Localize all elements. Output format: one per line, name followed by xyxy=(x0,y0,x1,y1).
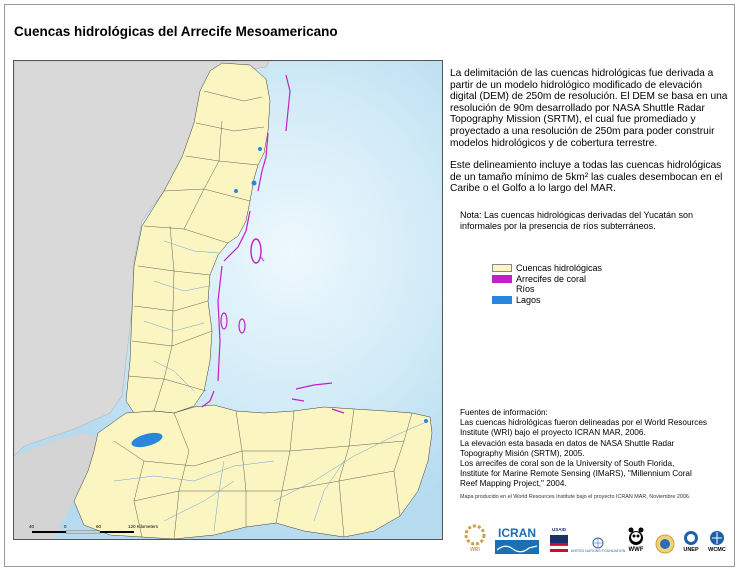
seal-logo[interactable] xyxy=(654,520,676,554)
map-title: Cuencas hidrológicas del Arrecife Mesoamericano xyxy=(14,24,338,39)
legend-item xyxy=(492,263,602,274)
wwf-logo-text: WWF xyxy=(628,547,644,553)
lake xyxy=(252,181,257,186)
scale-tick-label: 0 xyxy=(64,524,67,529)
unep-emblem-icon xyxy=(683,530,699,546)
icran-logo[interactable] xyxy=(494,520,540,554)
sources-line: La elevación esta basada en datos de NASA Shuttle Radar xyxy=(460,438,675,448)
sources-line: Institute for Marine Remote Sensing (IMaRS), "Millennium Coral xyxy=(460,469,692,479)
basins-guatemala-honduras xyxy=(74,405,432,539)
scale-tick-label: 120 Kilometers xyxy=(128,524,159,529)
panda-icon xyxy=(627,526,645,546)
legend-swatch-rivers xyxy=(492,285,512,293)
seal-icon xyxy=(655,534,675,554)
legend-label: Lagos xyxy=(516,294,541,305)
sources-line: Fuentes de información: xyxy=(460,408,548,417)
wcmc-emblem-icon xyxy=(709,530,725,546)
legend-swatch-lakes xyxy=(492,296,512,304)
sources-line: Reef Mapping Project," 2004. xyxy=(460,479,567,489)
legend-swatch-reefs xyxy=(492,275,512,283)
usaid-logo-text: USAID xyxy=(551,527,566,532)
legend-item xyxy=(492,295,602,306)
description xyxy=(450,68,730,206)
legend-label: Cuencas hidrológicas xyxy=(516,263,603,274)
icran-logo-text: ICRAN xyxy=(498,526,536,540)
legend-item xyxy=(492,274,602,285)
credit-line: Mapa producido en el World Resources Institute bajo el proyecto ICRAN MAR, Noviembre 2006. xyxy=(460,494,691,500)
scale-tick-label: 40 xyxy=(29,524,35,529)
unep-logo-text: UNEP xyxy=(683,547,699,553)
un-foundation-logo[interactable] xyxy=(570,520,626,554)
wri-emblem-icon xyxy=(464,524,486,546)
sources-line: Topography Misión (SRTM), 2005. xyxy=(460,448,585,458)
icran-wave-icon xyxy=(495,540,539,554)
logo-strip xyxy=(462,520,732,554)
wri-logo[interactable] xyxy=(462,520,488,554)
map-svg xyxy=(14,61,442,539)
lake xyxy=(234,189,238,193)
sources xyxy=(460,408,732,490)
wri-logo-text: WRI xyxy=(470,547,480,553)
usaid-logo[interactable] xyxy=(546,520,572,554)
wcmc-logo-text: WCMC xyxy=(708,547,726,553)
un-emblem-icon xyxy=(591,537,605,549)
scale-tick-label: 60 xyxy=(96,524,102,529)
map-panel[interactable] xyxy=(13,60,443,540)
sources-line: Las cuencas hidrológicas fueron delineadas por el World Resources xyxy=(460,418,707,428)
legend-label: Ríos xyxy=(516,284,535,295)
sources-line: Los arrecifes de coral son de la University of South Florida, xyxy=(460,459,675,469)
wcmc-logo[interactable] xyxy=(704,520,730,554)
un-foundation-logo-text: UNITED NATIONS FOUNDATION xyxy=(570,549,626,553)
sources-line: Institute (WRI) bajo el proyecto ICRAN MAR, 2006. xyxy=(460,428,646,438)
usaid-shield-icon xyxy=(548,534,570,554)
lake xyxy=(258,147,262,151)
description-paragraph: La delimitación de las cuencas hidrológicas fue derivada a partir de un modelo hidrológico modificado de elevación digital (DEM) de 250m de resolución. El DEM se basa en una resolución de 90m desarrollado por NASA Shuttle Radar Topography Mission (SRTM), el cual fue promediado y proyectado a una resolución de 250m para poder construir modelos hidrológicos y de cobertura terrestre. xyxy=(450,68,728,149)
legend xyxy=(492,263,602,305)
legend-swatch-basins xyxy=(492,264,512,272)
legend-label: Arrecifes de coral xyxy=(516,273,587,284)
wwf-logo[interactable] xyxy=(624,520,648,554)
legend-item xyxy=(492,284,602,295)
unep-logo[interactable] xyxy=(680,520,702,554)
description-paragraph: Este delineamiento incluye a todas las cuencas hidrológicas de un tamaño mínimo de 5km² las cuales desembocan en el Caribe o el Golfo a lo largo del MAR. xyxy=(450,160,723,195)
lake xyxy=(424,419,428,423)
note: Nota: Las cuencas hidrológicas derivadas del Yucatán son informales por la presencia de ríos subterráneos. xyxy=(460,210,693,231)
